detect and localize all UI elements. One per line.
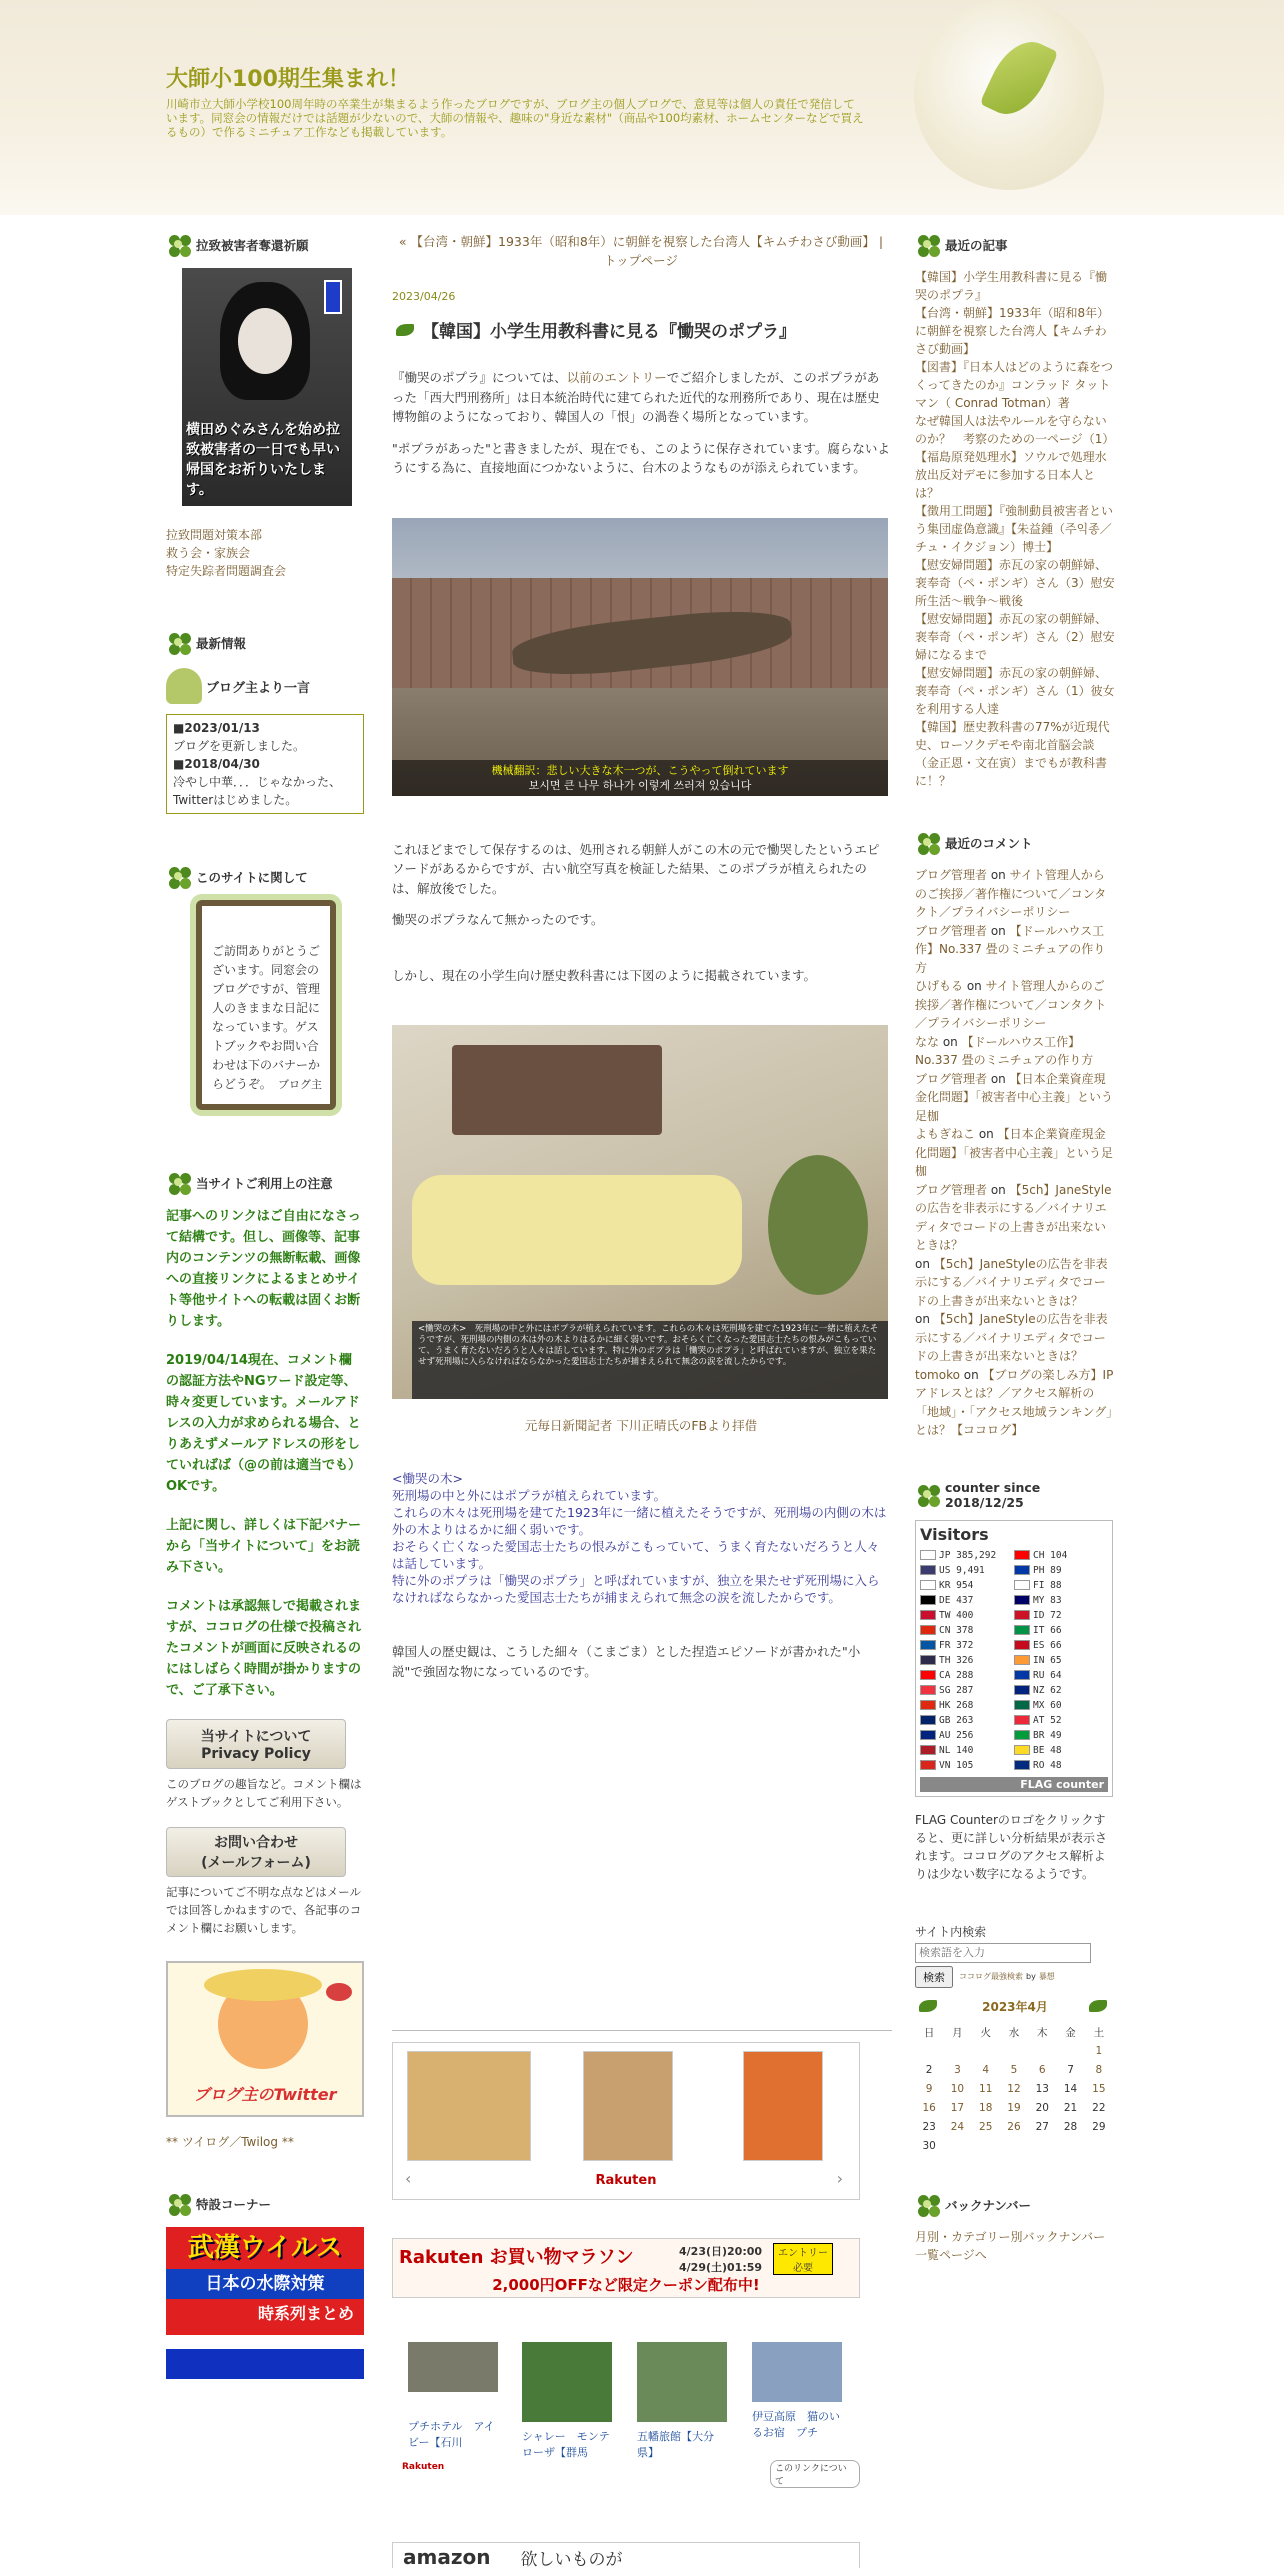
flag-counter-widget[interactable] [915,1520,1113,1797]
textbook-text-block [412,1175,742,1285]
textbook-photo [392,1025,888,1399]
visitor-count: NZ 62 [1033,1684,1062,1696]
calendar-day [972,2061,1000,2080]
calendar-day: 2 [925,2064,933,2076]
recent-item-6[interactable]: 【慰安婦問題】赤瓦の家の朝鮮婦、裵奉奇（ペ・ポンギ）さん（3）慰安所生活～戦争～戦後 [915,558,1115,608]
recent-item-0[interactable]: 【韓国】小学生用教科書に見る『慟哭のポプラ』 [915,270,1108,302]
entry-p4: 慟哭のポプラなんて無かったのです。 [392,912,604,927]
visitor-count: AU 256 [939,1729,974,1741]
visitor-count: FI 88 [1033,1579,1062,1591]
contact-banner[interactable]: お問い合わせ (メールフォーム) [166,1827,346,1877]
recent-item-5[interactable]: 【徴用工問題】『強制動員被害者という集団虚偽意識』【朱益鍾（주익종／チュ・イクジョン）博士】 [915,504,1114,554]
visitor-row [920,1638,1108,1653]
potted-plant-icon [166,668,202,704]
calendar-day [1000,2061,1028,2080]
ro-flag-icon [1014,1760,1030,1770]
abduction-link-0[interactable]: 拉致問題対策本部 [166,528,263,542]
clover-icon [166,232,192,258]
clover-icon [915,1482,941,1508]
th-flag-icon [920,1655,936,1665]
calendar-day-link[interactable]: 10 [950,2083,965,2095]
clover-icon [915,2192,941,2218]
de-flag-icon [920,1595,936,1605]
counter-note: FLAG Counterのロゴをクリックすると、更に詳しい分析結果が表示されます。ココログのアクセス解析よりは少ない数字になるようです。 [915,1812,1108,1881]
contact-text: 記事についてご不明な点などはメールでは回答しかねますので、各記事のコメント欄にお願いします。 [166,1885,362,1935]
previous-entry-link[interactable]: 以前のエントリー [566,370,667,385]
news-box [166,714,364,814]
calendar-day: 14 [1063,2083,1078,2095]
calendar-day-link[interactable]: 25 [979,2121,993,2133]
visitor-count: US 9,491 [939,1564,985,1576]
visitor-row [920,1683,1108,1698]
comments-list [915,866,1115,1440]
calendar-day [915,2080,943,2099]
comment-item: tomoko on 【ブログの楽しみ方】IPアドレスとは？／アクセス解析の「地域」・「アクセス地域ランキング」とは？【ココログ】 [915,1367,1114,1437]
visitor-row [920,1698,1108,1713]
visitor-row [920,1578,1108,1593]
calendar-day [1085,2042,1113,2061]
visitor-count: TW 400 [939,1609,974,1621]
calendar-day: 27 [1035,2121,1049,2133]
calendar-day [1085,2061,1113,2080]
visitor-count: MY 83 [1033,1594,1062,1606]
about-frame-text: ご訪問ありがとうございます。同窓会のブログですが、管理人のきままな日記になっています。ゲストブックやお問い合わせは下のバナーからどうぞ。 [212,944,321,1091]
calendar-day-link[interactable]: 1 [1095,2045,1103,2057]
calendar-title: 2023年4月 [982,1999,1048,2014]
textbook-tree-illustration [768,1155,868,1295]
calendar-day: 28 [1063,2121,1078,2133]
recent-item-7[interactable]: 【慰安婦問題】赤瓦の家の朝鮮婦、裵奉奇（ペ・ポンギ）さん（2）慰安婦になるまで [915,612,1115,662]
visitor-count: IT 66 [1033,1624,1062,1636]
gb-flag-icon [920,1715,936,1725]
visitor-flag-table [920,1548,1108,1773]
visitor-count: SG 287 [939,1684,974,1696]
kr-flag-icon [920,1580,936,1590]
carousel-next-icon[interactable]: › [836,2169,843,2188]
ca-flag-icon [920,1670,936,1680]
search-by-label: by [1026,1972,1036,1981]
calendar-day [943,2080,971,2099]
site-title[interactable]: 大師小100期生集まれ！ [166,67,410,92]
site-description: 川崎市立大師小学校100周年時の卒業生が集まるよう作ったブログですが、ブログ主の個人ブログで、意見等は個人の責任で発信しています。同窓会の情報だけでは話題が少ないので、大師の情報や、趣味の"身近な素材"（商品や100均素材、ホームセンターなどで買えるもの）で作るミニチュア工作なども掲載しています。 [166,97,864,139]
backnumber-link[interactable]: 月別・カテゴリー別バックナンバー一覧ページへ [915,2229,1106,2262]
right-sidebar [915,232,1115,2264]
news-text-1: 冷やし中華．．．じゃなかった、Twitterはじめました。 [173,775,342,807]
clover-icon [166,1170,192,1196]
calendar-day [1085,2080,1113,2099]
calendar-day [1000,2080,1028,2099]
hat-illustration [204,1969,322,2001]
fr-flag-icon [920,1640,936,1650]
hotel-card-1[interactable]: シャレー モンテローザ【群馬 [522,2342,612,2460]
calendar [915,1998,1115,2156]
calendar-day-link[interactable]: 17 [950,2102,965,2114]
entry-title: 【韓国】小学生用教科書に見る『慟哭のポプラ』 [392,317,890,342]
site-search-input[interactable] [915,1943,1091,1963]
comment-item: on 【5ch】JaneStyleの広告を非表示にする／バイナリエディタでコードの上書きが出来ないときは？ [915,1312,1108,1363]
calendar-day-link[interactable]: 15 [1092,2083,1106,2095]
visitor-count: TH 326 [939,1654,974,1666]
entry-p5: しかし、現在の小学生向け歴史教科書には下図のように掲載されています。 [392,967,817,983]
privacy-policy-banner[interactable]: 当サイトについて Privacy Policy [166,1719,346,1769]
it-flag-icon [1014,1625,1030,1635]
abduction-heading: 拉致被害者奪還祈願 [166,232,364,258]
amazon-widget[interactable]: amazon 欲しいものが [392,2542,860,2568]
abduction-banner-text: 横田めぐみさんを始め拉致被害者の一日でも早い帰国をお祈りいたします。 [186,422,340,498]
about-frame-sign: ブログ主 [278,1078,322,1091]
sg-flag-icon [920,1685,936,1695]
hotel-rakuten-logo[interactable]: Rakuten [402,2462,445,2472]
recent-item-1[interactable]: 【台湾・朝鮮】1933年（昭和8年）に朝鮮を視察した台湾人【キムチわさび動画】 [915,306,1110,356]
main-column [392,232,890,2568]
recent-item-8[interactable]: 【慰安婦問題】赤瓦の家の朝鮮婦、裵奉奇（ペ・ポンギ）さん（1）彼女を利用する人達 [915,666,1115,716]
visitor-count: GB 263 [939,1714,974,1726]
abduction-banner[interactable] [182,268,352,506]
product-wooden-box[interactable] [583,2051,673,2161]
prev-entry-link[interactable]: « 【台湾・朝鮮】1933年（昭和8年）に朝鮮を視察した台湾人【キムチわさび動画】 | トップページ [398,234,884,268]
calendar-day [943,2099,971,2118]
hotel-about-link[interactable]: このリンクについて [770,2460,860,2488]
comment-item: on 【5ch】JaneStyleの広告を非表示にする／バイナリエディタでコードの上書きが出来ないときは？ [915,1256,1108,1308]
marathon-banner[interactable]: Rakuten お買い物マラソン 4/23(日)20:00 4/29(土)01:59 エントリー必要 2,000円OFFなど限定クーポン配布中! [392,2238,860,2298]
clover-icon [915,232,941,258]
calendar-day [1028,2061,1056,2080]
comment-item: なな on 【ドールハウス工作】No.337 畳のミニチュアの作り方 [915,1034,1094,1067]
recent-item-9[interactable]: 【韓国】歴史教科書の77%が近現代史、ローソクデモや南北首脳会談（金正恩・文在寅）までもが教科書に！？ [915,720,1110,788]
comment-item: よもぎねこ on 【日本企業資産現金化問題】「被害者中心主義」という足枷 [915,1127,1114,1178]
clover-icon [166,630,192,656]
special-heading: 特設コーナー [166,2191,364,2217]
clover-icon [915,830,941,856]
hotel-card-2[interactable]: 五幡旅館【大分県】 [637,2342,727,2460]
about-heading: このサイトに関して [166,864,364,890]
bird-icon [326,1983,352,2001]
comment-item: ブログ管理者 on 【5ch】JaneStyleの広告を非表示にする／バイナリエディタでコードの上書きが出来ないときは？ [915,1182,1112,1252]
visitor-row [920,1548,1108,1563]
calendar-day [972,2118,1000,2137]
visitor-count: AT 52 [1033,1714,1062,1726]
twitter-banner-text: ブログ主のTwitter [193,2085,337,2104]
at-flag-icon [1014,1715,1030,1725]
rakuten-product-widget[interactable] [392,2042,860,2200]
in-flag-icon [1014,1655,1030,1665]
blue-ribbon-icon [324,280,342,314]
policy-text: このブログの趣旨など。コメント欄はゲストブックとしてご利用下さい。 [166,1777,362,1809]
left-sidebar [166,232,364,2379]
visitor-row [920,1593,1108,1608]
visitor-count: VN 105 [939,1759,974,1771]
visitor-count: PH 89 [1033,1564,1062,1576]
rakuten-logo[interactable]: Rakuten [595,2173,657,2188]
calendar-day-link[interactable]: 3 [954,2064,961,2076]
leaf-icon [396,324,414,336]
calendar-day-link[interactable]: 9 [925,2083,933,2095]
wuhan-virus-banner[interactable]: 武漢ウイルス 日本の水際対策 時系列まとめ [166,2227,364,2335]
calendar-day-link[interactable]: 26 [1007,2121,1021,2133]
id-flag-icon [1014,1610,1030,1620]
textbook-building-illustration [452,1045,662,1135]
calendar-day [943,2118,971,2137]
product-book[interactable] [743,2051,823,2161]
visitor-count: ID 72 [1033,1609,1062,1621]
visitor-count: JP 385,292 [939,1549,997,1561]
tw-flag-icon [920,1610,936,1620]
au-flag-icon [920,1730,936,1740]
visitor-count: CH 104 [1033,1549,1068,1561]
search-label: サイト内検索 [915,1924,987,1939]
visitor-count: RO 48 [1033,1759,1062,1771]
calendar-day-link[interactable]: 6 [1038,2064,1046,2076]
visitor-count: RU 64 [1033,1669,1062,1681]
visitor-count: BR 49 [1033,1729,1062,1741]
entry-p1: 『慟哭のポプラ』については、以前のエントリーでご紹介しましたが、このポプラがあった「西大門刑務所」は日本統治時代に建てられた近代的な刑務所であり、現在は歴史博物館のようになっており、韓国人の「恨」の渦巻く場所となっています。 [392,370,880,424]
nz-flag-icon [1014,1685,1030,1695]
cn-flag-icon [920,1625,936,1635]
recent-item-2[interactable]: 【図書】『日本人はどのように森をつくってきたのか』コンラッド タットマン（ Conrad Totman）著 [915,360,1114,410]
photo2-caption: <慟哭の木> 死刑場の中と外にはポプラが植えられています。これらの木々は死刑場を建てた1923年に一緒に植えたそうですが、死刑場の内側の木は外の木よりはるかに細く弱いです。おそらく亡くなった愛国志士たちの恨みがこもっていて、うまく育たないだろうと人々は話しています。特に外のポプラは「慟哭のポプラ」と呼ばれていますが、独立を果たせず死刑場に入らなければならなかった愛国志士たちが捕まえられて無念の涙を流したからです。 [412,1321,888,1399]
quote-block: <慟哭の木> 死刑場の中と外にはポプラが植えられています。 これらの木々は死刑場を建てた1923年に一緒に植えたそうですが、死刑場の内側の木は外の木よりはるかに細く弱いです。 おそらく亡くなった愛国志士たちの恨みがこもっていて、うまく育たないだろうと人々は話しています。 特に外のポプラは「慟哭のポプラ」と呼ばれていますが、独立を果たせず死刑場に入らなければならなかった愛国志士たちが捕まえられて無念の涙を流したからです。 [392,1471,887,1605]
entry-date: 2023/04/26 [392,290,456,303]
calendar-day-link[interactable]: 12 [1007,2083,1021,2095]
visitors-title: Visitors [920,1524,989,1544]
face-illustration [238,308,292,374]
calendar-day-link[interactable]: 18 [979,2102,993,2114]
clover-icon [166,864,192,890]
visitor-row [920,1668,1108,1683]
visitor-count: FR 372 [939,1639,974,1651]
comment-item: ひげもる on サイト管理人からのご挨拶／著作権について／コンタクト／プライバシーポリシー [915,979,1107,1030]
visitor-row [920,1623,1108,1638]
visitor-count: NL 140 [939,1744,974,1756]
es-flag-icon [1014,1640,1030,1650]
rakuten-divider [392,2030,892,2031]
notice-p4: コメントは承認無しで掲載されますが、ココログの仕様で投稿されたコメントが画面に反映されるのにはしばらく時間が掛かりますので、ご了承下さい。 [166,1599,362,1698]
abduction-link-2[interactable]: 特定失踪者問題調査会 [166,564,287,578]
recent-heading: 最近の記事 [915,232,1115,258]
visitor-count: CA 288 [939,1669,974,1681]
flag-counter-logo[interactable]: FLAG counter [920,1777,1108,1792]
hotel-card-3[interactable]: 伊豆高原 猫のいるお宿 プチ [752,2342,842,2440]
photo2-source-link[interactable]: 元毎日新聞記者 下川正晴氏のFBより拝借 [524,1418,758,1433]
search-brand-link[interactable]: 暴想 [1038,1972,1055,1981]
calendar-day [915,2099,943,2118]
entry-p2: "ポプラがあった"と書きましたが、現在でも、このように保存されています。腐らないようにする為に、直接地面につかないように、台木のようなものが添えられています。 [392,440,890,475]
news-date-1: ■2018/04/30 [173,757,260,771]
visitor-row [920,1743,1108,1758]
visitor-row [920,1728,1108,1743]
nl-flag-icon [920,1745,936,1755]
calendar-day: 30 [922,2140,936,2152]
visitor-count: MX 60 [1033,1699,1062,1711]
twilog-link[interactable]: ** ツイログ／Twilog ** [166,2135,294,2149]
notice-p3: 上記に関し、詳しくは下記バナーから「当サイトについて」をお読み下さい。 [166,1518,362,1575]
clover-icon [166,2191,192,2217]
news-text-0: ブログを更新しました。 [173,739,306,753]
calendar-day: 22 [1092,2102,1106,2114]
calendar-day [1000,2099,1028,2118]
backnumber-heading: バックナンバー [915,2192,1115,2218]
entry-navigation[interactable] [392,232,890,270]
photo1-caption: 機械翻訳：悲しい大きな木一つが、こうやって倒れています 보시면 큰 나무 하나가 이렇게 쓰러져 있습니다 [392,760,888,796]
visitor-count: IN 65 [1033,1654,1062,1666]
calendar-day: 23 [922,2121,936,2133]
calendar-prev-leaf-icon[interactable] [919,2000,937,2012]
visitor-row [920,1608,1108,1623]
blog-owner-banner: ブログ主より一言 [166,666,364,706]
calendar-day: 7 [1067,2064,1074,2076]
visitor-count: ES 66 [1033,1639,1062,1651]
hotel-widget[interactable] [392,2342,860,2487]
visitor-count: KR 954 [939,1579,974,1591]
calendar-day-link[interactable]: 11 [979,2083,993,2095]
hk-flag-icon [920,1700,936,1710]
br-flag-icon [1014,1730,1030,1740]
carousel-prev-icon[interactable]: ‹ [405,2169,412,2188]
special-banner-2[interactable] [166,2349,364,2379]
ph-flag-icon [1014,1565,1030,1575]
comment-item: ブログ管理者 on 【ドールハウス工作】No.337 畳のミニチュアの作り方 [915,923,1106,975]
visitor-row [920,1758,1108,1773]
visitor-count: HK 268 [939,1699,974,1711]
notice-heading: 当サイトご利用上の注意 [166,1170,364,1196]
entry-p3: これほどまでして保存するのは、処刑される朝鮮人がこの木の元で慟哭したというエピソードがあるからですが、古い航空写真を検証した結果、このポプラが植えられたのは、解放後でした。 [392,841,880,896]
calendar-day [972,2080,1000,2099]
news-date-0: ■2023/01/13 [173,721,260,735]
calendar-day: 13 [1035,2083,1049,2095]
calendar-day-link[interactable]: 16 [922,2102,936,2114]
my-flag-icon [1014,1595,1030,1605]
calendar-next-leaf-icon[interactable] [1089,2000,1107,2012]
jp-flag-icon [920,1550,936,1560]
visitor-count: BE 48 [1033,1744,1062,1756]
calendar-day [1000,2118,1028,2137]
vn-flag-icon [920,1760,936,1770]
calendar-day: 20 [1035,2102,1049,2114]
about-frame [196,900,336,1110]
calendar-day-link[interactable]: 19 [1007,2102,1021,2114]
entry-p6: 韓国人の歴史観は、こうした細々（こまごま）とした捏造エピソードが書かれた"小説"で強固な物になっているのです。 [392,1644,861,1679]
calendar-day: 29 [1092,2121,1106,2133]
mx-flag-icon [1014,1700,1030,1710]
search-powered-link[interactable]: ココログ最強検索 [959,1972,1023,1981]
calendar-day-link[interactable]: 4 [982,2064,990,2076]
calendar-day-link[interactable]: 5 [1010,2064,1018,2076]
notice-p1: 記事へのリンクはご自由になさって結構です。但し、画像等、記事内のコンテンツの無断転載、画像への直接リンクによるまとめサイト等他サイトへの転載は固くお断りします。 [166,1209,361,1329]
calendar-day [943,2061,971,2080]
product-cardboard-box[interactable] [407,2051,531,2161]
calendar-table: 日 月 火 水 木 金 土 1 2 3 4 5 6 7 8 9 10 11 12 13 14 15 16 17 18 19 20 21 22 23 24 25 26 27 28 29 30 [915,2023,1113,2156]
counter-heading: counter since 2018/12/25 [915,1480,1115,1510]
recent-list [915,268,1115,790]
comment-item: ブログ管理者 on 【日本企業資産現金化問題】「被害者中心主義」という足枷 [915,1071,1114,1123]
fi-flag-icon [1014,1580,1030,1590]
calendar-day-link[interactable]: 8 [1095,2064,1103,2076]
twitter-banner[interactable] [166,1961,364,2117]
fallen-poplar-photo [392,518,888,796]
abduction-link-1[interactable]: 救う会・家族会 [166,546,251,560]
visitor-count: CN 378 [939,1624,974,1636]
search-button[interactable]: 検索 [915,1966,953,1988]
visitor-count: DE 437 [939,1594,974,1606]
calendar-day-link[interactable]: 24 [950,2121,965,2133]
recent-item-3[interactable]: なぜ韓国人は法やルールを守らないのか？ 考察のための一ページ（1） [915,414,1115,446]
visitor-row [920,1713,1108,1728]
news-heading: 最新情報 [166,630,364,656]
be-flag-icon [1014,1745,1030,1755]
recent-item-4[interactable]: 【福島原発処理水】ソウルで処理水放出反対デモに参加する日本人とは？ [915,450,1107,500]
hotel-card-0[interactable]: プチホテル アイビー【石川 [408,2342,498,2450]
ru-flag-icon [1014,1670,1030,1680]
comment-item: ブログ管理者 on サイト管理人からのご挨拶／著作権について／コンタクト／プライバシーポリシー [915,868,1107,919]
calendar-day: 21 [1063,2102,1078,2114]
calendar-day [972,2099,1000,2118]
visitor-row [920,1563,1108,1578]
us-flag-icon [920,1565,936,1575]
comments-heading: 最近のコメント [915,830,1115,856]
visitor-row [920,1653,1108,1668]
ch-flag-icon [1014,1550,1030,1560]
notice-p2: 2019/04/14現在、コメント欄の認証方法やNGワード設定等、時々変更しています。メールアドレスの入力が求められる場合、とりあえずメールアドレスの形をしていればば（@の前は適当でも）OKです。 [166,1353,362,1494]
